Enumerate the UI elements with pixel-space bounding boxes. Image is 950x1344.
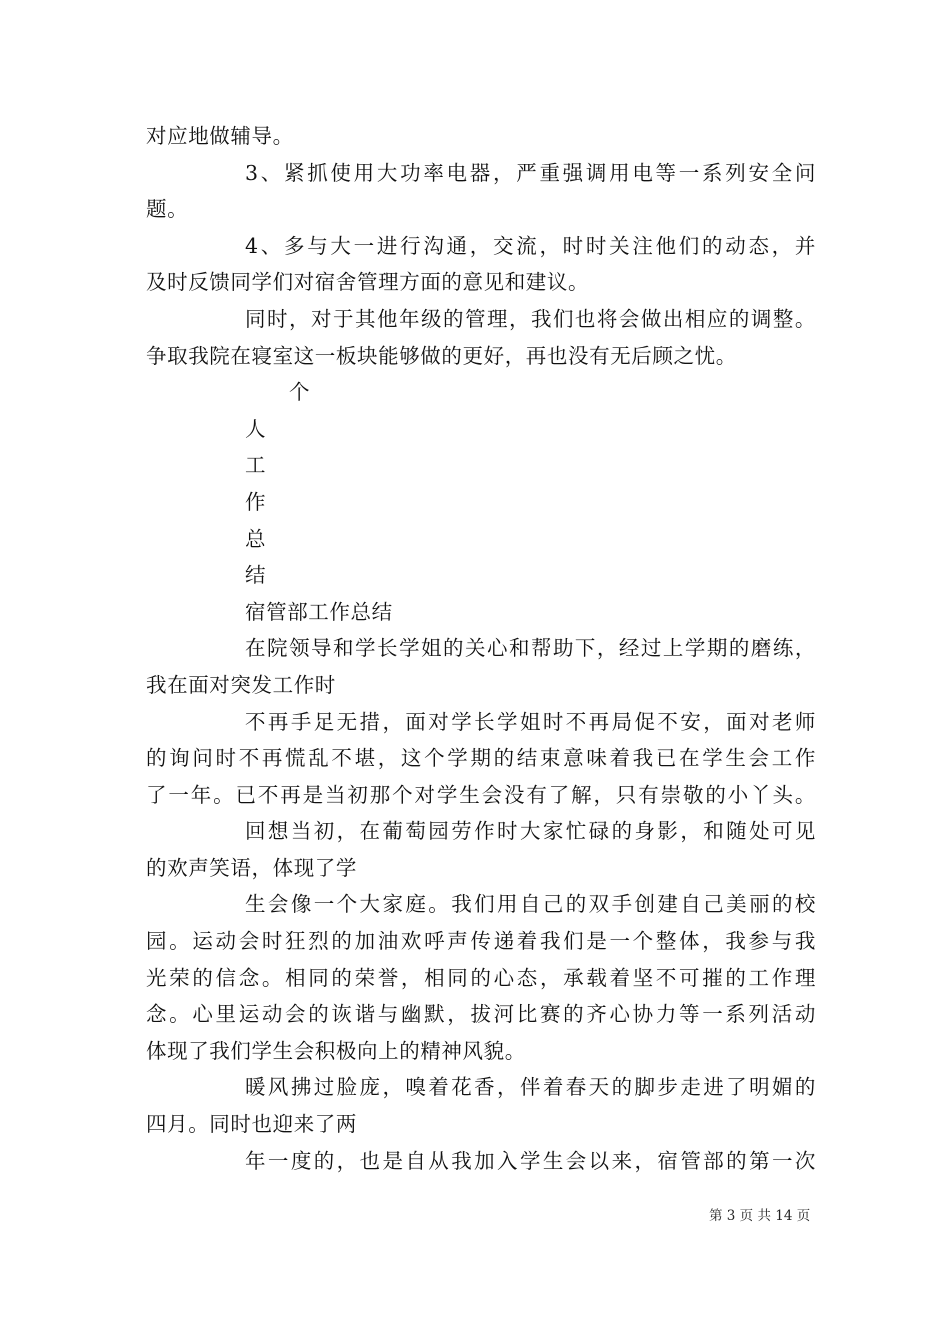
text-line: 园。运动会时狂烈的加油欢呼声传递着我们是一个整体，我参与我 <box>146 929 816 954</box>
text-line: 争取我院在寝室这一板块能够做的更好，再也没有无后顾之忧。 <box>146 343 737 368</box>
vertical-title-char: 个 <box>289 380 311 405</box>
text-line: 4、多与大一进行沟通，交流，时时关注他们的动态，并 <box>245 233 816 258</box>
vertical-title-char: 人 <box>245 416 267 441</box>
text-line: 对应地做辅导。 <box>146 124 294 148</box>
vertical-title-char: 总 <box>245 526 267 551</box>
text-line: 及时反馈同学们对宿舍管理方面的意见和建议。 <box>146 270 590 295</box>
text-line: 在院领导和学长学姐的关心和帮助下，经过上学期的磨练， <box>245 636 816 661</box>
section-heading: 宿管部工作总结 <box>245 599 393 624</box>
page-number-footer: 第 3 页 共 14 页 <box>709 1208 811 1224</box>
vertical-title-char: 结 <box>245 563 267 588</box>
text-line: 暖风拂过脸庞，嗅着花香，伴着春天的脚步走进了明媚的 <box>245 1075 816 1100</box>
vertical-title-char: 工 <box>245 453 267 478</box>
text-line: 生会像一个大家庭。我们用自己的双手创建自己美丽的校 <box>245 892 816 917</box>
text-line: 同时，对于其他年级的管理，我们也将会做出相应的调整。 <box>245 306 816 331</box>
text-line: 四月。同时也迎来了两 <box>146 1112 357 1137</box>
text-line: 了一年。已不再是当初那个对学生会没有了解，只有崇敬的小丫头。 <box>146 782 816 807</box>
text-line: 念。心里运动会的诙谐与幽默，拔河比赛的齐心协力等一系列活动 <box>146 1002 816 1027</box>
text-line: 光荣的信念。相同的荣誉，相同的心态，承载着坚不可摧的工作理 <box>146 965 816 990</box>
text-line: 回想当初，在葡萄园劳作时大家忙碌的身影，和随处可见 <box>245 819 816 844</box>
text-line: 的询问时不再慌乱不堪，这个学期的结束意味着我已在学生会工作 <box>146 746 816 771</box>
text-line: 3、紧抓使用大功率电器，严重强调用电等一系列安全问 <box>245 160 816 185</box>
text-line: 年一度的，也是自从我加入学生会以来，宿管部的第一次 <box>245 1148 816 1173</box>
text-line: 的欢声笑语，体现了学 <box>146 855 357 880</box>
text-line: 题。 <box>146 197 189 222</box>
text-line: 体现了我们学生会积极向上的精神风貌。 <box>146 1038 526 1063</box>
text-line: 不再手足无措，面对学长学姐时不再局促不安，面对老师 <box>245 709 816 734</box>
document-body <box>146 118 816 1179</box>
vertical-title-char: 作 <box>245 489 267 514</box>
text-line: 我在面对突发工作时 <box>146 672 336 697</box>
